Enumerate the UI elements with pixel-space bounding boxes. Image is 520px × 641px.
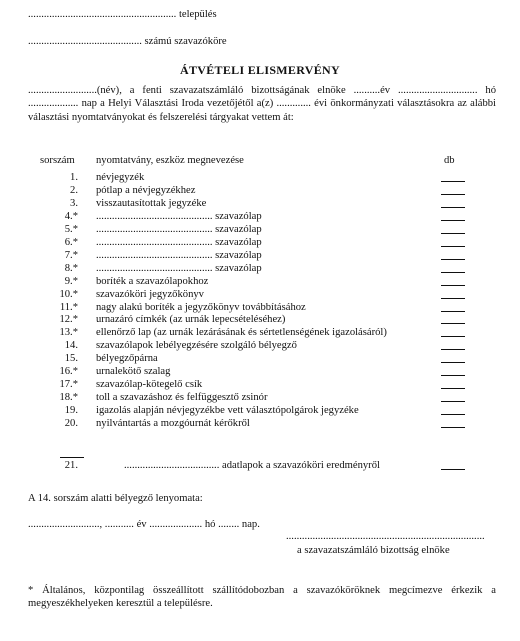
row-description: urnazáró címkék (az urnák lepecsételéséhez) (96, 314, 286, 326)
row-description: ............................................ szavazólap (96, 210, 262, 222)
table-row (0, 379, 520, 392)
table-row (0, 289, 520, 302)
quantity-blank[interactable] (441, 362, 465, 363)
quantity-blank[interactable] (441, 323, 465, 324)
quantity-blank[interactable] (441, 375, 465, 376)
quantity-blank[interactable] (441, 181, 465, 182)
settlement-line: ........................................................ település (28, 9, 217, 20)
footnote: * Általános, központilag összeállított szállítódobozban a szavazóköröknek megcímezve érkezik a megyeszékhelyeken keresztül a településre. (28, 585, 496, 610)
table-row (0, 327, 520, 340)
row-number: 20. (64, 418, 78, 430)
row-description: .................................... adatlapok a szavazóköri eredményről (124, 460, 380, 471)
row-number: 13.* (59, 327, 78, 339)
row-number: 21. (64, 460, 78, 471)
row-description: szavazóköri jegyzőkönyv (96, 288, 204, 300)
table-row-last (0, 460, 520, 473)
quantity-blank[interactable] (441, 427, 465, 428)
quantity-blank[interactable] (441, 349, 465, 350)
signature-dots: ........................................................................... (286, 531, 485, 542)
row-description: ellenőrző lap (az urnák lezárásának és sértetlenségének igazolásáról) (96, 327, 387, 339)
intro-paragraph: ..........................(név), a fenti szavazatszámláló bizottságának elnöke ..........év .............................. hó ................... nap a Helyi Választási Iroda vezetőjétől a(z) ............. évi önkormányzati választásokra az alábbi választási nyomtatványokat és felszerelési tárgyakat vettem át: (28, 85, 496, 123)
table-row (0, 237, 520, 250)
row-description: boríték a szavazólapokhoz (96, 275, 209, 287)
table-row (0, 250, 520, 263)
row-number: 19. (64, 405, 78, 417)
row-description: visszautasítottak jegyzéke (96, 197, 207, 209)
signature-label: a szavazatszámláló bizottság elnöke (297, 545, 450, 556)
row-description: toll a szavazáshoz és felfüggesztő zsinór (96, 392, 268, 404)
quantity-blank[interactable] (441, 401, 465, 402)
quantity-blank[interactable] (441, 246, 465, 247)
row-number: 9.* (64, 275, 78, 287)
row-description: urnalekötő szalag (96, 366, 171, 378)
table-row (0, 392, 520, 405)
quantity-blank[interactable] (441, 220, 465, 221)
quantity-blank[interactable] (441, 272, 465, 273)
table-row (0, 224, 520, 237)
row-description: ............................................ szavazólap (96, 223, 262, 235)
row-number: 2. (70, 184, 78, 196)
date-line: ..........................., ........... év .................... hó ........ nap. (28, 519, 260, 530)
column-header-quantity: db (444, 155, 455, 166)
row-number: 11.* (59, 301, 78, 313)
table-row (0, 263, 520, 276)
row-number: 5.* (64, 223, 78, 235)
row-number: 4.* (64, 210, 78, 222)
row-number: 8.* (64, 262, 78, 274)
quantity-blank[interactable] (441, 336, 465, 337)
column-header-description: nyomtatvány, eszköz megnevezése (96, 155, 244, 166)
polling-district-line: ........................................... számú szavazóköre (28, 36, 227, 47)
row-description: pótlap a névjegyzékhez (96, 184, 196, 196)
table-row (0, 418, 520, 431)
row-number: 16.* (59, 366, 78, 378)
row-number: 7.* (64, 249, 78, 261)
quantity-blank[interactable] (441, 298, 465, 299)
row-description: szavazólapok lebélyegzésére szolgáló bélyegző (96, 340, 297, 352)
table-row (0, 314, 520, 327)
table-row (0, 405, 520, 418)
row-description: bélyegzőpárna (96, 353, 158, 365)
row-description: ............................................ szavazólap (96, 262, 262, 274)
row-number: 10.* (59, 288, 78, 300)
row-description: névjegyzék (96, 172, 145, 183)
row-description: ............................................ szavazólap (96, 249, 262, 261)
row-description: nyilvántartás a mozgóurnát kérőkről (96, 418, 250, 430)
row-number: 17.* (59, 379, 78, 391)
quantity-blank[interactable] (441, 469, 465, 470)
quantity-blank[interactable] (441, 259, 465, 260)
row-number: 14. (64, 340, 78, 352)
separator-line (60, 457, 84, 458)
row-number: 15. (64, 353, 78, 365)
row-number: 18.* (59, 392, 78, 404)
row-number: 1. (70, 172, 78, 183)
row-description: nagy alakú boríték a jegyzőkönyv továbbításához (96, 301, 306, 313)
quantity-blank[interactable] (441, 207, 465, 208)
quantity-blank[interactable] (441, 285, 465, 286)
row-description: szavazólap-kötegelő csík (96, 379, 203, 391)
quantity-blank[interactable] (441, 414, 465, 415)
table-row (0, 302, 520, 315)
row-number: 3. (70, 197, 78, 209)
table-row (0, 172, 520, 185)
table-row (0, 340, 520, 353)
table-row (0, 185, 520, 198)
row-number: 6.* (64, 236, 78, 248)
row-number: 12.* (59, 314, 78, 326)
table-row (0, 366, 520, 379)
quantity-blank[interactable] (441, 194, 465, 195)
table-row (0, 211, 520, 224)
table-row (0, 198, 520, 211)
column-header-number: sorszám (40, 155, 75, 166)
stamp-label: A 14. sorszám alatti bélyegző lenyomata: (28, 493, 203, 504)
document-title: ÁTVÉTELI ELISMERVÉNY (180, 63, 340, 77)
table-row (0, 353, 520, 366)
row-description: igazolás alapján névjegyzékbe vett választópolgárok jegyzéke (96, 405, 359, 417)
row-description: ............................................ szavazólap (96, 236, 262, 248)
quantity-blank[interactable] (441, 233, 465, 234)
quantity-blank[interactable] (441, 311, 465, 312)
table-row (0, 276, 520, 289)
quantity-blank[interactable] (441, 388, 465, 389)
